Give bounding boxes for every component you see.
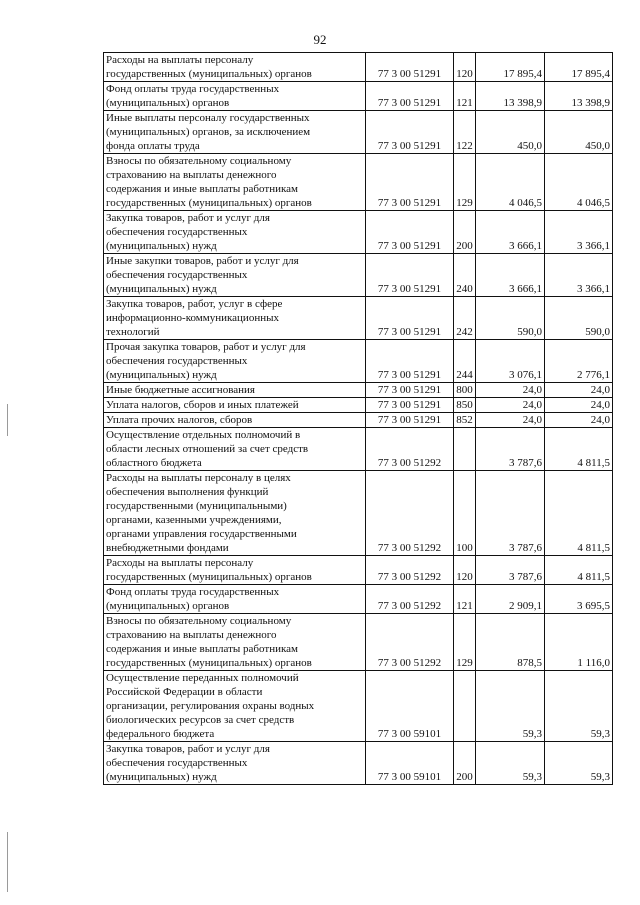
target-article-code: 77 3 00 59101: [366, 671, 454, 742]
target-article-code: 77 3 00 51292: [366, 471, 454, 556]
table-row: [104, 211, 613, 254]
item-name: Расходы на выплаты персоналу государственных (муниципальных) органов: [104, 556, 366, 585]
item-name: Иные закупки товаров, работ и услуг для обеспечения государственных (муниципальных) нужд: [104, 254, 366, 297]
item-name: Расходы на выплаты персоналу государственных (муниципальных) органов: [104, 53, 366, 82]
item-name: Закупка товаров, работ и услуг для обеспечения государственных (муниципальных) нужд: [104, 211, 366, 254]
amount-first-year: 3 787,6: [476, 556, 545, 585]
table-row: [104, 154, 613, 211]
amount-first-year: 24,0: [476, 413, 545, 428]
target-article-code: 77 3 00 51291: [366, 211, 454, 254]
expense-type-code: [454, 671, 476, 742]
table-row: [104, 556, 613, 585]
item-name: Иные выплаты персоналу государственных (муниципальных) органов, за исключением фонда оплаты труда: [104, 111, 366, 154]
expense-type-code: 121: [454, 585, 476, 614]
amount-first-year: 13 398,9: [476, 82, 545, 111]
table-row: [104, 254, 613, 297]
amount-first-year: 17 895,4: [476, 53, 545, 82]
amount-second-year: 1 116,0: [545, 614, 613, 671]
page-number: 92: [313, 32, 327, 47]
amount-first-year: 4 046,5: [476, 154, 545, 211]
budget-table: [103, 52, 613, 785]
target-article-code: 77 3 00 51291: [366, 383, 454, 398]
expense-type-code: 200: [454, 742, 476, 785]
amount-second-year: 3 695,5: [545, 585, 613, 614]
amount-first-year: 590,0: [476, 297, 545, 340]
amount-first-year: 878,5: [476, 614, 545, 671]
expense-type-code: 100: [454, 471, 476, 556]
target-article-code: 77 3 00 51292: [366, 614, 454, 671]
amount-second-year: 3 366,1: [545, 211, 613, 254]
target-article-code: 77 3 00 51291: [366, 254, 454, 297]
expense-type-code: 120: [454, 53, 476, 82]
table-row: [104, 398, 613, 413]
target-article-code: 77 3 00 51291: [366, 154, 454, 211]
table-row: [104, 53, 613, 82]
target-article-code: 77 3 00 51291: [366, 340, 454, 383]
expense-type-code: [454, 428, 476, 471]
target-article-code: 77 3 00 51291: [366, 53, 454, 82]
amount-second-year: 24,0: [545, 383, 613, 398]
margin-mark: [7, 832, 8, 892]
table-row: [104, 428, 613, 471]
budget-table-body: [104, 53, 613, 785]
amount-first-year: 3 787,6: [476, 428, 545, 471]
amount-first-year: 24,0: [476, 383, 545, 398]
table-row: [104, 340, 613, 383]
expense-type-code: 129: [454, 614, 476, 671]
amount-second-year: 17 895,4: [545, 53, 613, 82]
table-row: [104, 82, 613, 111]
amount-second-year: 590,0: [545, 297, 613, 340]
table-row: [104, 671, 613, 742]
item-name: Фонд оплаты труда государственных (муниципальных) органов: [104, 82, 366, 111]
expense-type-code: 121: [454, 82, 476, 111]
item-name: Закупка товаров, работ и услуг для обеспечения государственных (муниципальных) нужд: [104, 742, 366, 785]
margin-mark: [7, 404, 8, 436]
expense-type-code: 120: [454, 556, 476, 585]
amount-first-year: 24,0: [476, 398, 545, 413]
amount-first-year: 3 666,1: [476, 211, 545, 254]
expense-type-code: 122: [454, 111, 476, 154]
expense-type-code: 244: [454, 340, 476, 383]
amount-second-year: 59,3: [545, 742, 613, 785]
item-name: Расходы на выплаты персоналу в целях обеспечения выполнения функций государственными (муниципальными) органами, казенными учреждениями, органами управления государственными внебюджетными фондами: [104, 471, 366, 556]
amount-second-year: 450,0: [545, 111, 613, 154]
amount-second-year: 24,0: [545, 413, 613, 428]
target-article-code: 77 3 00 51291: [366, 111, 454, 154]
expense-type-code: 800: [454, 383, 476, 398]
amount-first-year: 59,3: [476, 671, 545, 742]
target-article-code: 77 3 00 51291: [366, 413, 454, 428]
amount-first-year: 3 076,1: [476, 340, 545, 383]
item-name: Взносы по обязательному социальному страхованию на выплаты денежного содержания и иные выплаты работникам государственных (муниципальных) органов: [104, 154, 366, 211]
amount-first-year: 2 909,1: [476, 585, 545, 614]
item-name: Фонд оплаты труда государственных (муниципальных) органов: [104, 585, 366, 614]
table-row: [104, 585, 613, 614]
amount-first-year: 450,0: [476, 111, 545, 154]
target-article-code: 77 3 00 51291: [366, 297, 454, 340]
amount-second-year: 13 398,9: [545, 82, 613, 111]
amount-second-year: 4 811,5: [545, 556, 613, 585]
expense-type-code: 242: [454, 297, 476, 340]
amount-second-year: 4 811,5: [545, 428, 613, 471]
table-row: [104, 614, 613, 671]
expense-type-code: 240: [454, 254, 476, 297]
amount-second-year: 59,3: [545, 671, 613, 742]
amount-first-year: 59,3: [476, 742, 545, 785]
amount-second-year: 3 366,1: [545, 254, 613, 297]
amount-second-year: 24,0: [545, 398, 613, 413]
target-article-code: 77 3 00 59101: [366, 742, 454, 785]
expense-type-code: 852: [454, 413, 476, 428]
expense-type-code: 129: [454, 154, 476, 211]
item-name: Осуществление переданных полномочий Российской Федерации в области организации, регулирования охраны водных биологических ресурсов за счет средств федерального бюджета: [104, 671, 366, 742]
amount-second-year: 4 811,5: [545, 471, 613, 556]
target-article-code: 77 3 00 51291: [366, 398, 454, 413]
item-name: Уплата налогов, сборов и иных платежей: [104, 398, 366, 413]
amount-second-year: 4 046,5: [545, 154, 613, 211]
amount-first-year: 3 666,1: [476, 254, 545, 297]
table-row: [104, 742, 613, 785]
item-name: Уплата прочих налогов, сборов: [104, 413, 366, 428]
table-row: [104, 111, 613, 154]
target-article-code: 77 3 00 51292: [366, 556, 454, 585]
target-article-code: 77 3 00 51292: [366, 428, 454, 471]
amount-second-year: 2 776,1: [545, 340, 613, 383]
table-row: [104, 471, 613, 556]
target-article-code: 77 3 00 51291: [366, 82, 454, 111]
item-name: Прочая закупка товаров, работ и услуг для обеспечения государственных (муниципальных) нужд: [104, 340, 366, 383]
table-row: [104, 413, 613, 428]
item-name: Иные бюджетные ассигнования: [104, 383, 366, 398]
table-row: [104, 383, 613, 398]
item-name: Осуществление отдельных полномочий в области лесных отношений за счет средств областного бюджета: [104, 428, 366, 471]
target-article-code: 77 3 00 51292: [366, 585, 454, 614]
item-name: Взносы по обязательному социальному страхованию на выплаты денежного содержания и иные выплаты работникам государственных (муниципальных) органов: [104, 614, 366, 671]
table-row: [104, 297, 613, 340]
item-name: Закупка товаров, работ, услуг в сфере информационно-коммуникационных технологий: [104, 297, 366, 340]
expense-type-code: 200: [454, 211, 476, 254]
amount-first-year: 3 787,6: [476, 471, 545, 556]
expense-type-code: 850: [454, 398, 476, 413]
